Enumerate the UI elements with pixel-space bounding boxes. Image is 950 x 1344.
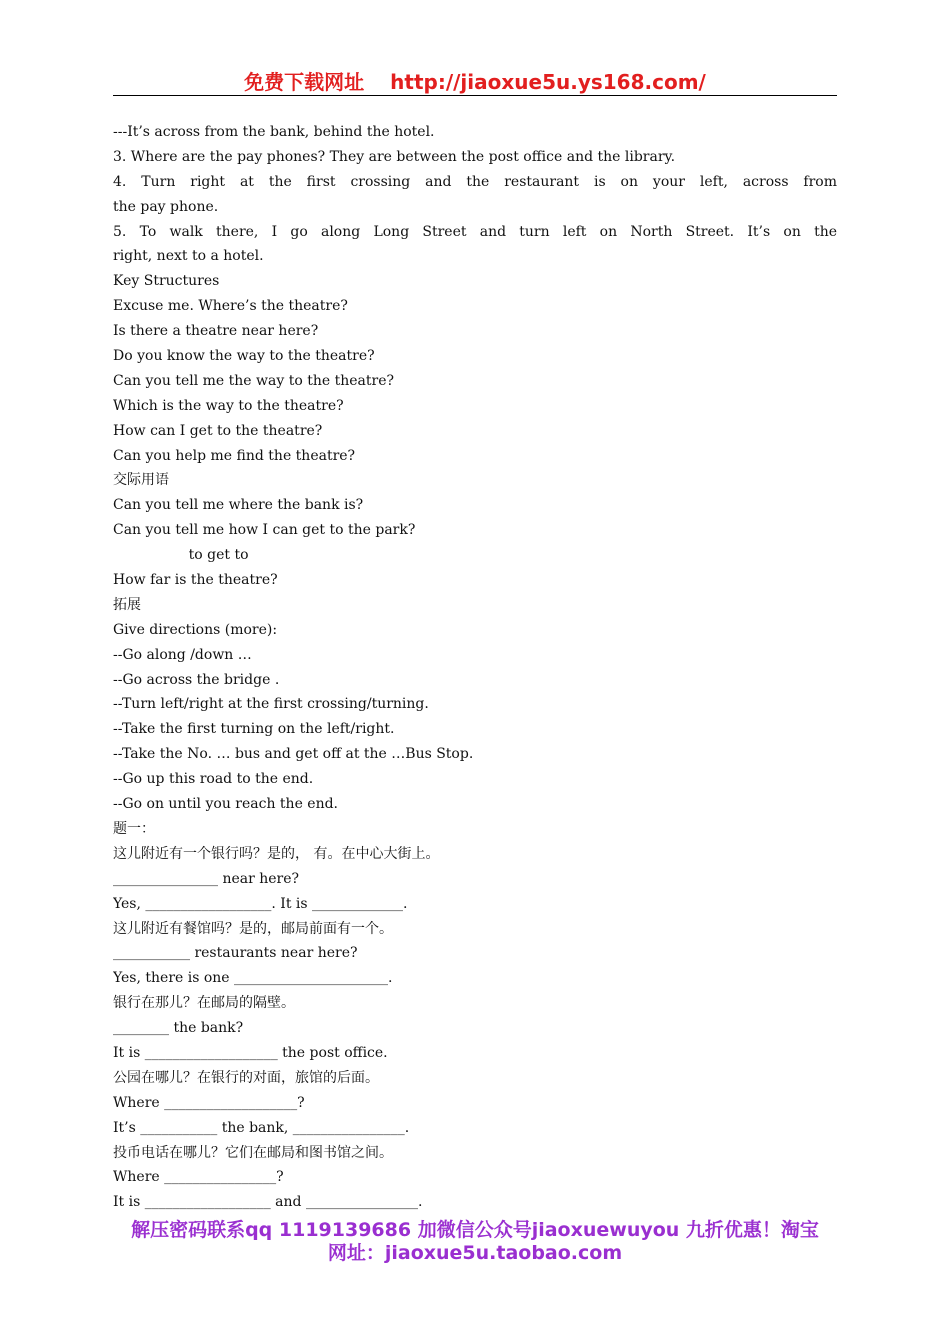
- text-line: Can you help me find the theatre?: [113, 447, 356, 464]
- text-line: Which is the way to the theatre?: [113, 397, 344, 414]
- section-heading: 拓展: [113, 596, 141, 613]
- exercise-prompt: 投币电话在哪儿？它们在邮局和图书馆之间。: [113, 1144, 393, 1161]
- exercise-prompt: 公园在哪儿？在银行的对面，旅馆的后面。: [113, 1069, 379, 1086]
- document-body: [113, 120, 837, 1215]
- exercise-prompt: 这儿附近有餐馆吗？是的，邮局前面有一个。: [113, 920, 393, 937]
- footer-line-2[interactable]: 网址：jiaoxue5u.taobao.com: [327, 1242, 623, 1264]
- text-line: ---It’s across from the bank, behind the hotel.: [113, 124, 435, 140]
- section-heading: 题一：: [113, 820, 155, 837]
- text-line: --Go along /down …: [113, 646, 252, 663]
- text-line: 4. Turn right at the first crossing and the restaurant is on your left, across from: [113, 173, 837, 190]
- exercise-blank-line: It is __________________ and ________________.: [113, 1194, 423, 1211]
- text-line: 5. To walk there, I go along Long Street and turn left on North Street. It’s on the: [113, 223, 837, 240]
- exercise-blank-line: Where ________________?: [113, 1169, 284, 1186]
- text-line: Can you tell me where the bank is?: [113, 497, 364, 514]
- text-line: to get to: [113, 547, 249, 564]
- page-header: [113, 66, 837, 94]
- text-line: Is there a theatre near here?: [113, 323, 319, 340]
- text-line: How can I get to the theatre?: [113, 422, 323, 439]
- text-line: --Go up this road to the end.: [113, 771, 314, 788]
- text-line: Can you tell me the way to the theatre?: [113, 372, 394, 389]
- exercise-blank-line: It is ___________________ the post office.: [113, 1044, 388, 1061]
- exercise-prompt: 这儿附近有一个银行吗？是的， 有。在中心大街上。: [113, 845, 440, 862]
- header-rule: [113, 95, 837, 96]
- header-site-label: 免费下载网址: [244, 70, 365, 94]
- exercise-blank-line: ___________ restaurants near here?: [113, 945, 358, 962]
- footer-line-1: 解压密码联系qq 1119139686 加微信公众号jiaoxuewuyou 九折优惠！淘宝: [131, 1219, 819, 1241]
- exercise-blank-line: It’s ___________ the bank, ________________.: [113, 1119, 410, 1136]
- text-line: Do you know the way to the theatre?: [113, 348, 375, 365]
- exercise-blank-line: Yes, there is one ______________________.: [113, 970, 393, 987]
- text-line: --Go on until you reach the end.: [113, 796, 339, 813]
- exercise-blank-line: ________ the bank?: [113, 1020, 244, 1037]
- text-line: right, next to a hotel.: [113, 248, 264, 265]
- text-line: Can you tell me how I can get to the park?: [113, 522, 416, 539]
- text-line: the pay phone.: [113, 198, 219, 215]
- exercise-blank-line: Where ___________________?: [113, 1094, 305, 1111]
- text-line: Give directions (more):: [113, 621, 278, 638]
- text-line: --Take the first turning on the left/right.: [113, 721, 395, 738]
- text-line: --Turn left/right at the first crossing/turning.: [113, 696, 429, 713]
- text-line: How far is the theatre?: [113, 572, 278, 589]
- exercise-prompt: 银行在那儿？在邮局的隔壁。: [113, 995, 295, 1012]
- text-line: --Go across the bridge .: [113, 671, 280, 688]
- text-line: --Take the No. … bus and get off at the …Bus Stop.: [113, 746, 474, 763]
- header-site-url[interactable]: http://jiaoxue5u.ys168.com/: [390, 70, 706, 94]
- text-line: 3. Where are the pay phones? They are between the post office and the library.: [113, 148, 676, 165]
- section-heading: 交际用语: [113, 472, 169, 489]
- page-footer: [113, 1219, 837, 1265]
- exercise-blank-line: Yes, __________________. It is _____________.: [113, 895, 408, 912]
- section-heading: Key Structures: [113, 273, 220, 290]
- exercise-blank-line: _______________ near here?: [113, 870, 300, 887]
- text-line: Excuse me. Where’s the theatre?: [113, 298, 348, 315]
